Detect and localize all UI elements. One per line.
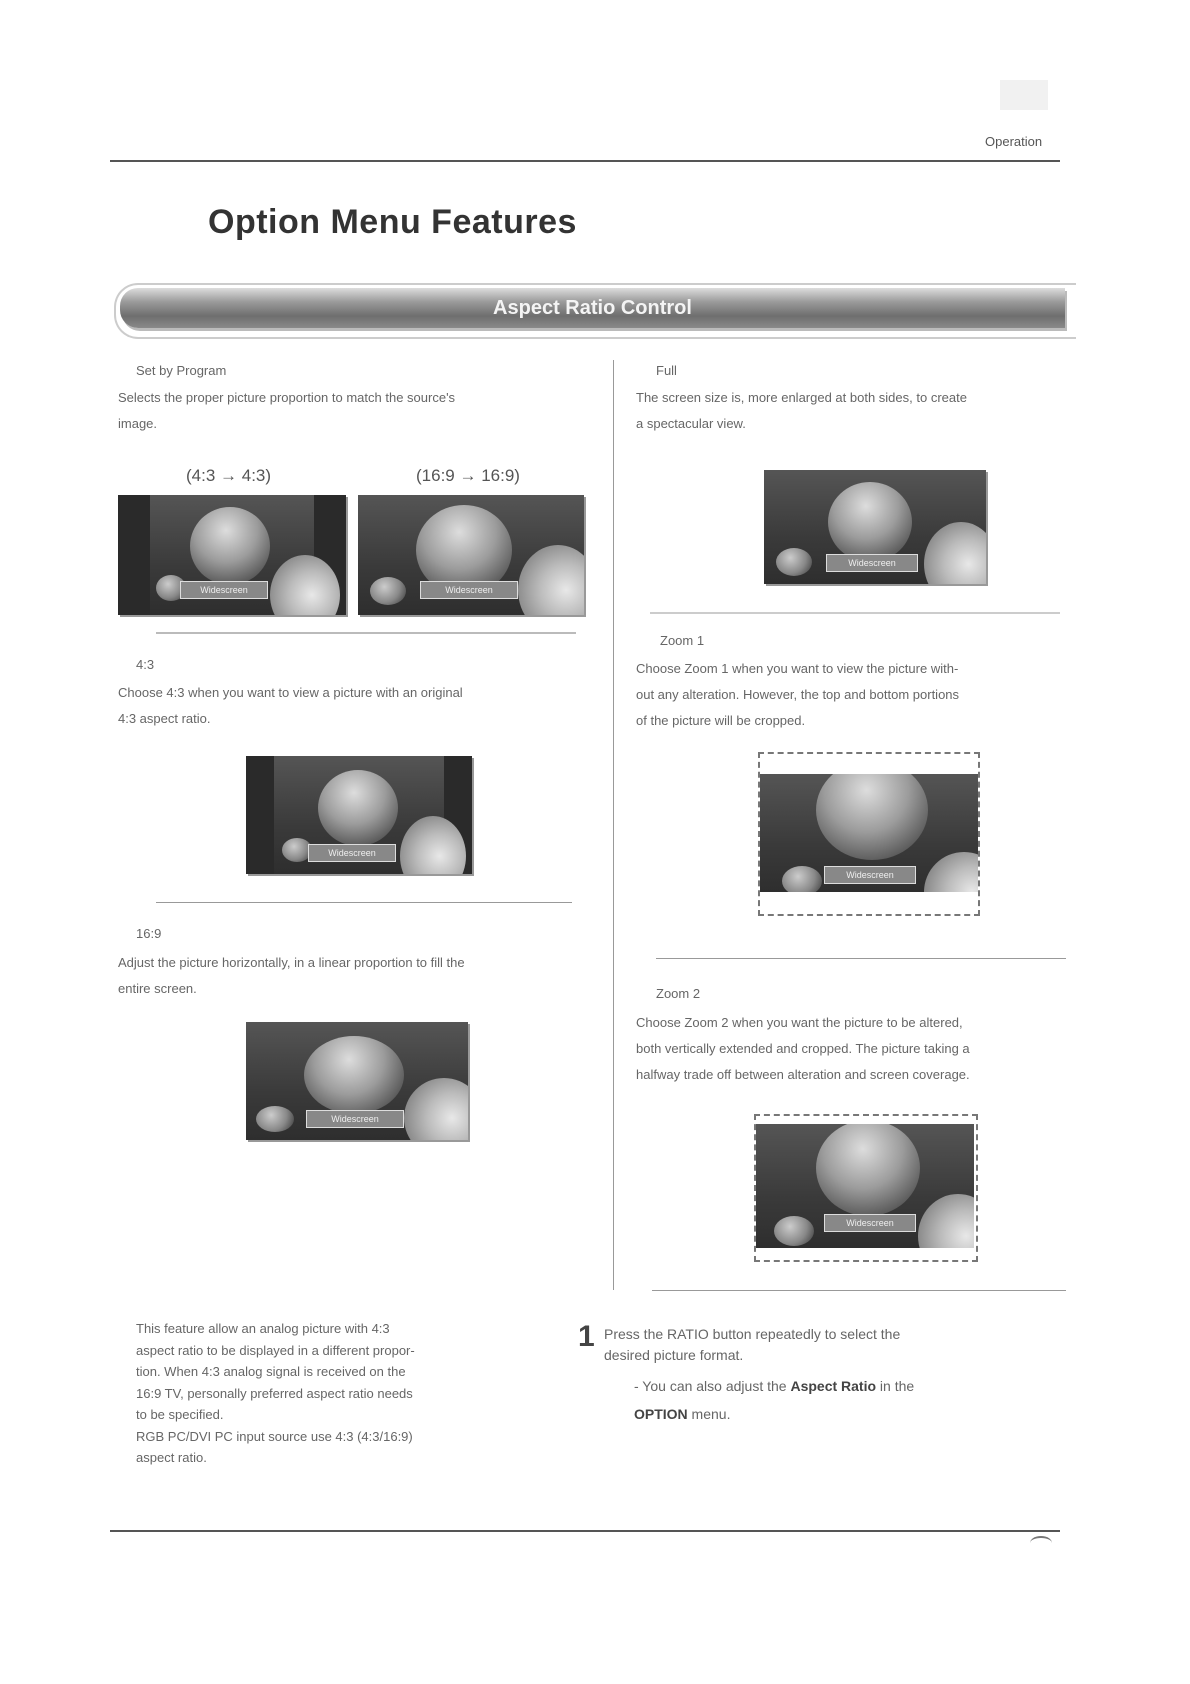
- tv-badge: Widescreen: [824, 866, 916, 884]
- tv-image-16-9: [358, 495, 584, 615]
- step-text: [604, 1324, 1064, 1366]
- tv-image-16-9-mode: [246, 1022, 468, 1140]
- orb: [304, 1036, 404, 1114]
- tv-badge: Widescreen: [180, 581, 268, 599]
- tv-image-zoom2: [756, 1124, 974, 1248]
- text-line: out any alteration. However, the top and bottom portions: [636, 687, 960, 702]
- text-line: of the picture will be cropped.: [636, 713, 806, 728]
- note-line: 16:9 TV, personally preferred aspect ratio needs: [136, 1385, 413, 1401]
- orb: [190, 507, 270, 585]
- text-line: a spectacular view.: [636, 416, 746, 431]
- tv-image-full: [764, 470, 986, 584]
- note-line: aspect ratio.: [136, 1450, 207, 1465]
- header-section: Operation: [985, 134, 1043, 149]
- orb-small: [256, 1106, 294, 1132]
- divider: [650, 612, 1060, 614]
- label-zoom1: Zoom 1: [660, 633, 705, 648]
- text-set-by-program: [118, 385, 598, 437]
- tv-image-4-3: [118, 495, 346, 615]
- tv-badge: Widescreen: [306, 1110, 404, 1128]
- bullet-bold: Aspect Ratio: [790, 1378, 877, 1394]
- bullet-line-1: [634, 1372, 1074, 1400]
- text-line: halfway trade off between alteration and screen coverage.: [636, 1067, 970, 1082]
- text-zoom2: [636, 1010, 1060, 1088]
- text-line: Adjust the picture horizontally, in a linear proportion to fill the: [118, 955, 465, 970]
- text-zoom1: [636, 656, 1060, 734]
- divider: [156, 632, 576, 634]
- label-zoom2: Zoom 2: [656, 986, 701, 1001]
- pillar-left: [118, 495, 150, 615]
- tv-badge: Widescreen: [420, 581, 518, 599]
- bullet-line-2: [634, 1400, 1074, 1428]
- note-line: This feature allow an analog picture with 4:3: [136, 1321, 390, 1336]
- note-line: RGB PC/DVI PC input source use 4:3 (4:3/16:9): [136, 1428, 413, 1444]
- text-16-9: [118, 950, 598, 1002]
- tv-badge: Widescreen: [824, 1214, 916, 1232]
- tv-image-zoom1: [760, 774, 978, 892]
- label-16-9: 16:9: [136, 926, 162, 941]
- tv-badge: Widescreen: [826, 554, 918, 572]
- label-4-3: 4:3: [136, 657, 155, 672]
- text-full: [636, 385, 1056, 437]
- text-line: The screen size is, more enlarged at both sides, to create: [636, 390, 967, 405]
- note-line: to be specified.: [136, 1407, 224, 1422]
- note-block: [136, 1318, 556, 1469]
- caption-4-3: (4:3 → 4:3): [186, 466, 272, 485]
- note-line: tion. When 4:3 analog signal is received on the: [136, 1364, 406, 1379]
- bullet-text: - You can also adjust the: [634, 1378, 791, 1394]
- step-line: desired picture format.: [604, 1347, 744, 1363]
- divider: [652, 1290, 1066, 1291]
- orb-small: [774, 1216, 814, 1246]
- orb: [816, 1124, 920, 1216]
- page-title: Option Menu Features: [208, 203, 577, 241]
- bullet-text: menu.: [687, 1406, 731, 1422]
- orb: [318, 770, 398, 846]
- bullet-bold: OPTION: [634, 1406, 688, 1422]
- text-line: Choose Zoom 1 when you want to view the picture with-: [636, 661, 959, 676]
- step-bullet: [634, 1372, 1074, 1428]
- label-set-by-program: Set by Program: [136, 363, 227, 378]
- label-full: Full: [656, 363, 677, 378]
- column-divider: [613, 360, 614, 1290]
- divider: [156, 902, 572, 903]
- footer-rule: [110, 1530, 1060, 1532]
- text-line: Selects the proper picture proportion to match the source's: [118, 390, 456, 405]
- orb: [828, 482, 912, 562]
- header-rule: [110, 160, 1060, 162]
- text-line: entire screen.: [118, 981, 197, 996]
- pillar-left: [246, 756, 274, 874]
- divider: [656, 958, 1066, 959]
- text-line: image.: [118, 416, 158, 431]
- section-banner: Aspect Ratio Control: [120, 288, 1065, 328]
- orb-small: [370, 577, 406, 605]
- text-line: Choose 4:3 when you want to view a picture with an original: [118, 685, 463, 700]
- step-number: 1: [578, 1320, 595, 1353]
- note-line: aspect ratio to be displayed in a different propor-: [136, 1342, 415, 1358]
- tv-badge: Widescreen: [308, 844, 396, 862]
- text-line: Choose Zoom 2 when you want the picture to be altered,: [636, 1015, 963, 1030]
- text-line: 4:3 aspect ratio.: [118, 711, 211, 726]
- page-corner-mark: [1000, 80, 1048, 110]
- step-line: Press the RATIO button repeatedly to select the: [604, 1326, 901, 1342]
- text-line: both vertically extended and cropped. The picture taking a: [636, 1041, 970, 1056]
- caption-16-9: (16:9 → 16:9): [416, 466, 520, 485]
- page-curl-mark: [1030, 1536, 1052, 1550]
- bullet-text: in the: [876, 1378, 915, 1394]
- text-4-3: [118, 680, 598, 732]
- tv-image-4-3-mode: [246, 756, 472, 874]
- orb-small: [782, 866, 822, 892]
- orb-small: [776, 548, 812, 576]
